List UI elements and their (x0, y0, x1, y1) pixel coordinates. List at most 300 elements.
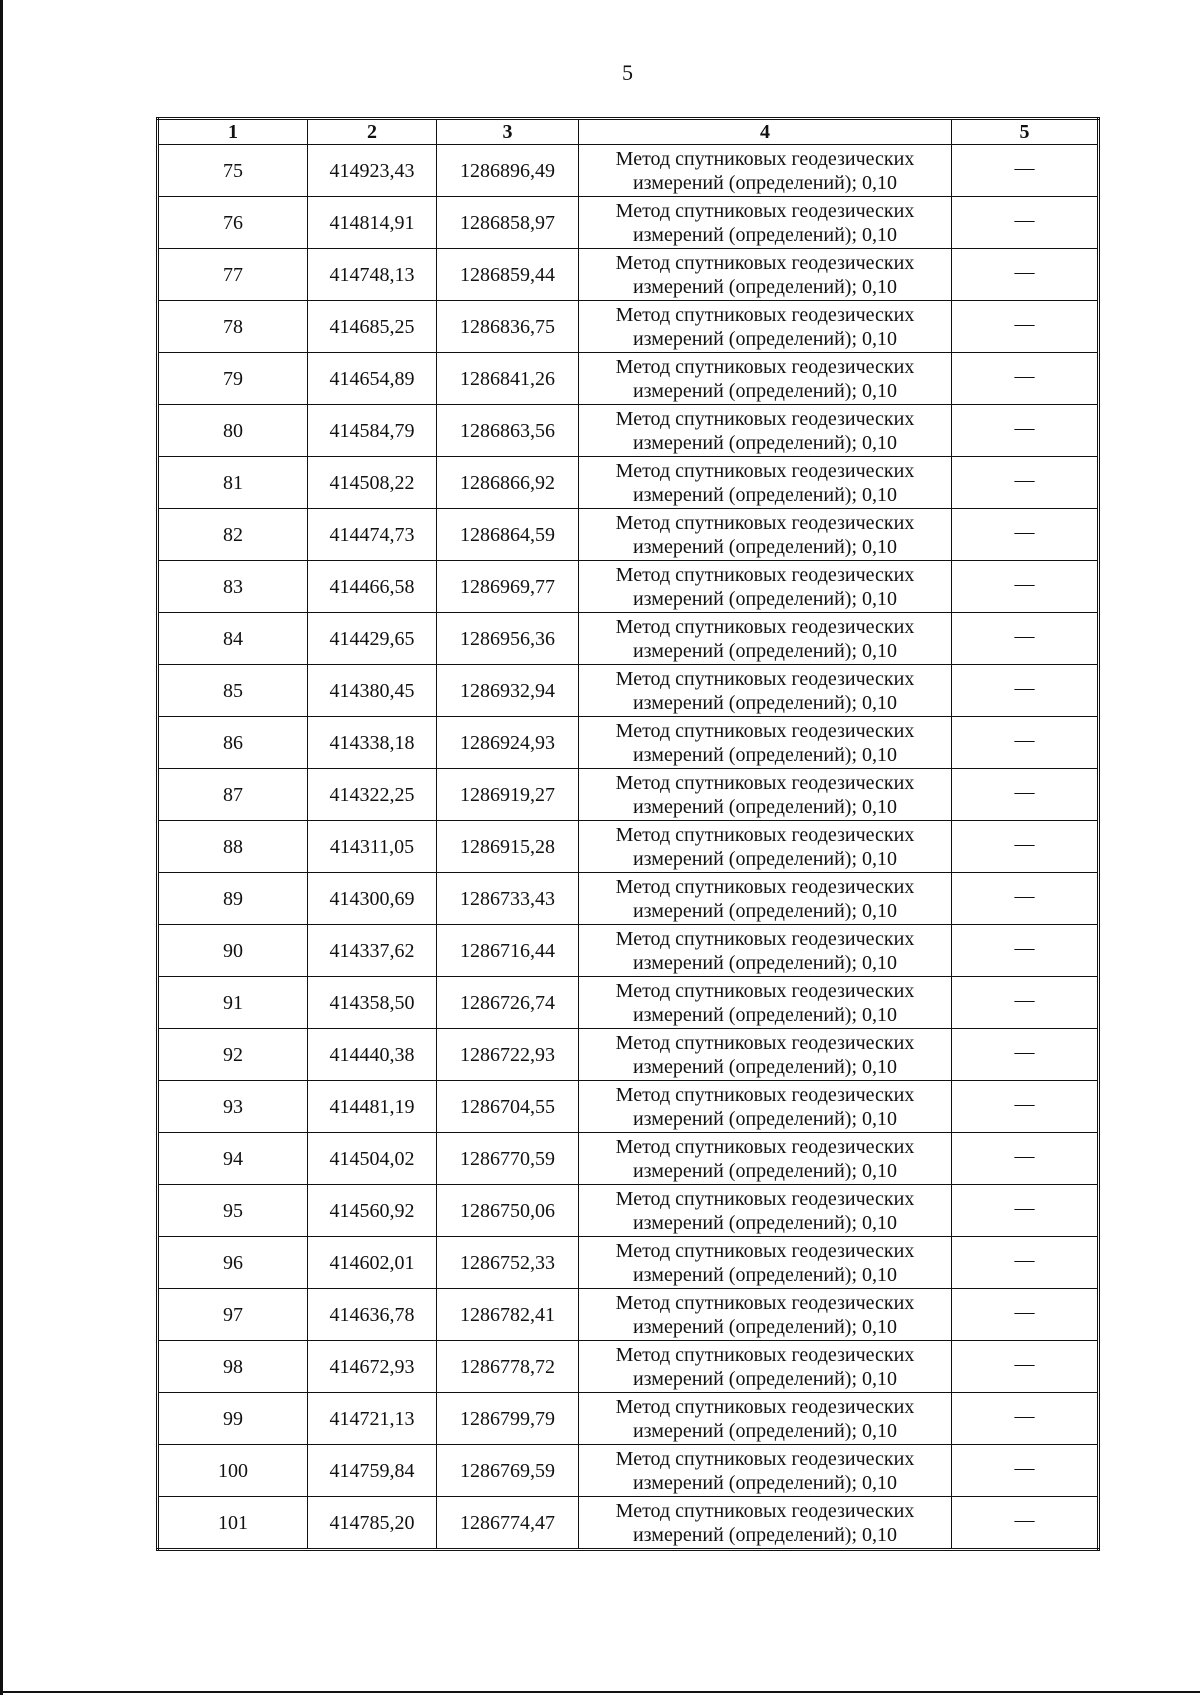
method-cell-text: Метод спутниковых геодезических измерений (определений); 0,10 (615, 511, 915, 558)
method-cell-text: Метод спутниковых геодезических измерений (определений); 0,10 (615, 979, 915, 1026)
point-number-cell-text: 95 (223, 1199, 243, 1222)
method-cell-text: Метод спутниковых геодезических измерений (определений); 0,10 (615, 563, 915, 610)
method-cell-text: Метод спутниковых геодезических измерений (определений); 0,10 (615, 147, 915, 194)
method-cell-text: Метод спутниковых геодезических измерений (определений); 0,10 (615, 1499, 915, 1546)
x-coordinate-cell-text: 414380,45 (329, 679, 415, 702)
method-cell (579, 1341, 952, 1393)
point-number-cell-text: 91 (223, 991, 243, 1014)
point-number-cell (158, 301, 308, 353)
x-coordinate-cell (308, 613, 437, 665)
scan-edge-bottom (0, 1691, 1200, 1693)
note-cell (952, 769, 1099, 821)
method-cell-text: Метод спутниковых геодезических измерений (определений); 0,10 (615, 1395, 915, 1442)
y-coordinate-cell-text: 1286733,43 (460, 887, 555, 910)
note-cell (952, 1081, 1099, 1133)
x-coordinate-cell-text: 414504,02 (329, 1147, 415, 1170)
table-row (158, 1133, 1099, 1185)
note-cell-text: — (1014, 832, 1035, 855)
y-coordinate-cell-text: 1286770,59 (460, 1147, 555, 1170)
method-cell (579, 769, 952, 821)
point-number-cell-text: 78 (223, 315, 243, 338)
y-coordinate-cell (437, 1445, 579, 1497)
note-cell (952, 977, 1099, 1029)
y-coordinate-cell (437, 353, 579, 405)
table-row (158, 561, 1099, 613)
x-coordinate-cell-text: 414654,89 (329, 367, 415, 390)
point-number-cell-text: 93 (223, 1095, 243, 1118)
table-row (158, 1081, 1099, 1133)
x-coordinate-cell-text: 414337,62 (329, 939, 415, 962)
point-number-cell (158, 1029, 308, 1081)
x-coordinate-cell-text: 414685,25 (329, 315, 415, 338)
point-number-cell-text: 83 (223, 575, 243, 598)
point-number-cell-text: 101 (218, 1511, 248, 1534)
table-body (158, 145, 1099, 1550)
method-cell-text: Метод спутниковых геодезических измерений (определений); 0,10 (615, 251, 915, 298)
point-number-cell-text: 81 (223, 471, 243, 494)
table-row (158, 717, 1099, 769)
point-number-cell (158, 1445, 308, 1497)
y-coordinate-cell-text: 1286774,47 (460, 1511, 555, 1534)
table-row (158, 821, 1099, 873)
y-coordinate-cell (437, 1133, 579, 1185)
table-row (158, 197, 1099, 249)
y-coordinate-cell (437, 925, 579, 977)
y-coordinate-cell (437, 509, 579, 561)
method-cell (579, 1237, 952, 1289)
note-cell-text: — (1014, 1092, 1035, 1115)
point-number-cell (158, 717, 308, 769)
note-cell (952, 197, 1099, 249)
point-number-cell-text: 90 (223, 939, 243, 962)
point-number-cell-text: 75 (223, 159, 243, 182)
method-cell (579, 249, 952, 301)
y-coordinate-cell (437, 1393, 579, 1445)
table-row (158, 1497, 1099, 1550)
x-coordinate-cell-text: 414636,78 (329, 1303, 415, 1326)
y-coordinate-cell-text: 1286919,27 (460, 783, 555, 806)
y-coordinate-cell-text: 1286704,55 (460, 1095, 555, 1118)
x-coordinate-cell-text: 414322,25 (329, 783, 415, 806)
method-cell (579, 197, 952, 249)
x-coordinate-cell-text: 414429,65 (329, 627, 415, 650)
y-coordinate-cell (437, 1081, 579, 1133)
point-number-cell-text: 77 (223, 263, 243, 286)
method-cell (579, 1081, 952, 1133)
note-cell (952, 1133, 1099, 1185)
point-number-cell (158, 665, 308, 717)
note-cell (952, 665, 1099, 717)
x-coordinate-cell-text: 414923,43 (329, 159, 415, 182)
point-number-cell (158, 821, 308, 873)
point-number-cell-text: 98 (223, 1355, 243, 1378)
y-coordinate-cell (437, 457, 579, 509)
method-cell-text: Метод спутниковых геодезических измерений (определений); 0,10 (615, 199, 915, 246)
y-coordinate-cell-text: 1286726,74 (460, 991, 555, 1014)
y-coordinate-cell (437, 1029, 579, 1081)
x-coordinate-cell (308, 873, 437, 925)
method-cell (579, 717, 952, 769)
method-cell-text: Метод спутниковых геодезических измерений (определений); 0,10 (615, 1031, 915, 1078)
table-row (158, 1393, 1099, 1445)
method-cell-text: Метод спутниковых геодезических измерений (определений); 0,10 (615, 771, 915, 818)
y-coordinate-cell (437, 301, 579, 353)
y-coordinate-cell (437, 249, 579, 301)
note-cell-text: — (1014, 364, 1035, 387)
y-coordinate-cell (437, 665, 579, 717)
x-coordinate-cell-text: 414440,38 (329, 1043, 415, 1066)
note-cell (952, 405, 1099, 457)
point-number-cell (158, 353, 308, 405)
method-cell (579, 1497, 952, 1550)
point-number-cell (158, 1237, 308, 1289)
table-row (158, 1341, 1099, 1393)
x-coordinate-cell-text: 414602,01 (329, 1251, 415, 1274)
x-coordinate-cell-text: 414721,13 (329, 1407, 415, 1430)
method-cell (579, 457, 952, 509)
note-cell-text: — (1014, 1300, 1035, 1323)
y-coordinate-cell-text: 1286858,97 (460, 211, 555, 234)
method-cell (579, 1133, 952, 1185)
note-cell (952, 1289, 1099, 1341)
point-number-cell (158, 197, 308, 249)
point-number-cell (158, 145, 308, 197)
point-number-cell-text: 76 (223, 211, 243, 234)
x-coordinate-cell-text: 414759,84 (329, 1459, 415, 1482)
note-cell (952, 1341, 1099, 1393)
table-row (158, 1289, 1099, 1341)
note-cell (952, 1237, 1099, 1289)
point-number-cell (158, 1185, 308, 1237)
table-row (158, 1237, 1099, 1289)
x-coordinate-cell-text: 414672,93 (329, 1355, 415, 1378)
table-row (158, 1185, 1099, 1237)
note-cell-text: — (1014, 780, 1035, 803)
note-cell (952, 1029, 1099, 1081)
point-number-cell-text: 94 (223, 1147, 243, 1170)
note-cell (952, 457, 1099, 509)
point-number-cell-text: 99 (223, 1407, 243, 1430)
x-coordinate-cell-text: 414584,79 (329, 419, 415, 442)
scan-edge-left (0, 0, 3, 1695)
note-cell-text: — (1014, 1248, 1035, 1271)
y-coordinate-cell (437, 405, 579, 457)
point-number-cell (158, 509, 308, 561)
note-cell (952, 873, 1099, 925)
y-coordinate-cell-text: 1286859,44 (460, 263, 555, 286)
note-cell-text: — (1014, 572, 1035, 595)
x-coordinate-cell (308, 457, 437, 509)
method-cell (579, 925, 952, 977)
method-cell-text: Метод спутниковых геодезических измерений (определений); 0,10 (615, 875, 915, 922)
method-cell-text: Метод спутниковых геодезических измерений (определений); 0,10 (615, 823, 915, 870)
x-coordinate-cell (308, 1133, 437, 1185)
table-row (158, 301, 1099, 353)
note-cell-text: — (1014, 988, 1035, 1011)
coordinates-table (156, 117, 1100, 1551)
point-number-cell-text: 86 (223, 731, 243, 754)
method-cell-text: Метод спутниковых геодезических измерений (определений); 0,10 (615, 1187, 915, 1234)
y-coordinate-cell (437, 873, 579, 925)
point-number-cell (158, 405, 308, 457)
method-cell (579, 561, 952, 613)
note-cell-text: — (1014, 676, 1035, 699)
y-coordinate-cell-text: 1286924,93 (460, 731, 555, 754)
y-coordinate-cell-text: 1286896,49 (460, 159, 555, 182)
method-cell (579, 1393, 952, 1445)
method-cell (579, 1185, 952, 1237)
table-row (158, 1445, 1099, 1497)
y-coordinate-cell-text: 1286956,36 (460, 627, 555, 650)
x-coordinate-cell-text: 414338,18 (329, 731, 415, 754)
y-coordinate-cell-text: 1286915,28 (460, 835, 555, 858)
note-cell-text: — (1014, 1352, 1035, 1375)
note-cell (952, 821, 1099, 873)
y-coordinate-cell (437, 821, 579, 873)
note-cell-text: — (1014, 624, 1035, 647)
point-number-cell (158, 1133, 308, 1185)
page-number: 5 (622, 60, 633, 85)
method-cell-text: Метод спутниковых геодезических измерений (определений); 0,10 (615, 1239, 915, 1286)
y-coordinate-cell-text: 1286722,93 (460, 1043, 555, 1066)
y-coordinate-cell (437, 1497, 579, 1550)
y-coordinate-cell-text: 1286782,41 (460, 1303, 555, 1326)
x-coordinate-cell (308, 1445, 437, 1497)
point-number-cell (158, 1393, 308, 1445)
note-cell-text: — (1014, 728, 1035, 751)
note-cell-text: — (1014, 468, 1035, 491)
method-cell-text: Метод спутниковых геодезических измерений (определений); 0,10 (615, 719, 915, 766)
note-cell-text: — (1014, 1196, 1035, 1219)
note-cell-text: — (1014, 520, 1035, 543)
y-coordinate-cell-text: 1286841,26 (460, 367, 555, 390)
y-coordinate-cell (437, 197, 579, 249)
note-cell (952, 561, 1099, 613)
point-number-cell (158, 1289, 308, 1341)
method-cell (579, 613, 952, 665)
table-row (158, 509, 1099, 561)
method-cell (579, 821, 952, 873)
y-coordinate-cell-text: 1286969,77 (460, 575, 555, 598)
y-coordinate-cell (437, 1341, 579, 1393)
x-coordinate-cell (308, 353, 437, 405)
header-col-5: 5 (952, 119, 1099, 145)
x-coordinate-cell (308, 821, 437, 873)
note-cell-text: — (1014, 1508, 1035, 1531)
note-cell (952, 1497, 1099, 1550)
y-coordinate-cell (437, 769, 579, 821)
note-cell (952, 509, 1099, 561)
point-number-cell (158, 925, 308, 977)
method-cell (579, 145, 952, 197)
point-number-cell (158, 769, 308, 821)
method-cell-text: Метод спутниковых геодезических измерений (определений); 0,10 (615, 1135, 915, 1182)
note-cell-text: — (1014, 208, 1035, 231)
y-coordinate-cell (437, 145, 579, 197)
method-cell (579, 873, 952, 925)
x-coordinate-cell-text: 414466,58 (329, 575, 415, 598)
x-coordinate-cell (308, 1081, 437, 1133)
method-cell-text: Метод спутниковых геодезических измерений (определений); 0,10 (615, 459, 915, 506)
x-coordinate-cell (308, 1341, 437, 1393)
y-coordinate-cell (437, 717, 579, 769)
point-number-cell-text: 80 (223, 419, 243, 442)
x-coordinate-cell (308, 1497, 437, 1550)
table-row (158, 925, 1099, 977)
method-cell-text: Метод спутниковых геодезических измерений (определений); 0,10 (615, 927, 915, 974)
table-header-row (158, 119, 1099, 145)
method-cell-text: Метод спутниковых геодезических измерений (определений); 0,10 (615, 1343, 915, 1390)
header-col-1: 1 (158, 119, 308, 145)
note-cell (952, 1393, 1099, 1445)
x-coordinate-cell-text: 414814,91 (329, 211, 415, 234)
table-row (158, 353, 1099, 405)
point-number-cell (158, 873, 308, 925)
table-row (158, 613, 1099, 665)
point-number-cell (158, 613, 308, 665)
note-cell (952, 717, 1099, 769)
x-coordinate-cell-text: 414560,92 (329, 1199, 415, 1222)
point-number-cell (158, 249, 308, 301)
y-coordinate-cell-text: 1286769,59 (460, 1459, 555, 1482)
y-coordinate-cell (437, 1289, 579, 1341)
note-cell-text: — (1014, 156, 1035, 179)
x-coordinate-cell (308, 561, 437, 613)
x-coordinate-cell (308, 509, 437, 561)
point-number-cell-text: 96 (223, 1251, 243, 1274)
y-coordinate-cell (437, 1185, 579, 1237)
point-number-cell-text: 92 (223, 1043, 243, 1066)
x-coordinate-cell (308, 197, 437, 249)
x-coordinate-cell (308, 977, 437, 1029)
method-cell (579, 977, 952, 1029)
point-number-cell-text: 100 (218, 1459, 248, 1482)
table-row (158, 1029, 1099, 1081)
method-cell (579, 1289, 952, 1341)
x-coordinate-cell (308, 717, 437, 769)
method-cell-text: Метод спутниковых геодезических измерений (определений); 0,10 (615, 1447, 915, 1494)
x-coordinate-cell-text: 414748,13 (329, 263, 415, 286)
point-number-cell-text: 89 (223, 887, 243, 910)
y-coordinate-cell-text: 1286778,72 (460, 1355, 555, 1378)
header-col-3: 3 (437, 119, 579, 145)
table-row (158, 145, 1099, 197)
x-coordinate-cell-text: 414474,73 (329, 523, 415, 546)
y-coordinate-cell (437, 561, 579, 613)
method-cell-text: Метод спутниковых геодезических измерений (определений); 0,10 (615, 1291, 915, 1338)
y-coordinate-cell (437, 1237, 579, 1289)
method-cell (579, 353, 952, 405)
point-number-cell-text: 84 (223, 627, 243, 650)
x-coordinate-cell (308, 145, 437, 197)
method-cell-text: Метод спутниковых геодезических измерений (определений); 0,10 (615, 303, 915, 350)
y-coordinate-cell-text: 1286864,59 (460, 523, 555, 546)
note-cell (952, 613, 1099, 665)
header-col-2: 2 (308, 119, 437, 145)
note-cell-text: — (1014, 936, 1035, 959)
method-cell-text: Метод спутниковых геодезических измерений (определений); 0,10 (615, 667, 915, 714)
table-row (158, 769, 1099, 821)
note-cell-text: — (1014, 1404, 1035, 1427)
table-row (158, 977, 1099, 1029)
point-number-cell (158, 561, 308, 613)
x-coordinate-cell-text: 414785,20 (329, 1511, 415, 1534)
x-coordinate-cell (308, 769, 437, 821)
point-number-cell-text: 87 (223, 783, 243, 806)
x-coordinate-cell (308, 405, 437, 457)
x-coordinate-cell (308, 925, 437, 977)
x-coordinate-cell (308, 1029, 437, 1081)
point-number-cell (158, 1341, 308, 1393)
note-cell-text: — (1014, 1040, 1035, 1063)
x-coordinate-cell (308, 665, 437, 717)
note-cell-text: — (1014, 260, 1035, 283)
method-cell-text: Метод спутниковых геодезических измерений (определений); 0,10 (615, 615, 915, 662)
x-coordinate-cell-text: 414311,05 (329, 835, 415, 858)
note-cell (952, 925, 1099, 977)
y-coordinate-cell-text: 1286863,56 (460, 419, 555, 442)
note-cell-text: — (1014, 416, 1035, 439)
note-cell-text: — (1014, 312, 1035, 335)
method-cell (579, 1029, 952, 1081)
point-number-cell-text: 82 (223, 523, 243, 546)
method-cell-text: Метод спутниковых геодезических измерений (определений); 0,10 (615, 407, 915, 454)
x-coordinate-cell (308, 249, 437, 301)
note-cell-text: — (1014, 1144, 1035, 1167)
y-coordinate-cell-text: 1286932,94 (460, 679, 555, 702)
table-row (158, 457, 1099, 509)
x-coordinate-cell (308, 301, 437, 353)
method-cell-text: Метод спутниковых геодезических измерений (определений); 0,10 (615, 1083, 915, 1130)
y-coordinate-cell-text: 1286866,92 (460, 471, 555, 494)
y-coordinate-cell-text: 1286752,33 (460, 1251, 555, 1274)
note-cell-text: — (1014, 884, 1035, 907)
x-coordinate-cell-text: 414481,19 (329, 1095, 415, 1118)
note-cell (952, 249, 1099, 301)
method-cell (579, 509, 952, 561)
note-cell (952, 353, 1099, 405)
y-coordinate-cell (437, 977, 579, 1029)
header-col-4: 4 (579, 119, 952, 145)
method-cell (579, 405, 952, 457)
x-coordinate-cell-text: 414358,50 (329, 991, 415, 1014)
note-cell (952, 1185, 1099, 1237)
table-row (158, 249, 1099, 301)
y-coordinate-cell (437, 613, 579, 665)
table-row (158, 665, 1099, 717)
x-coordinate-cell-text: 414508,22 (329, 471, 415, 494)
x-coordinate-cell (308, 1393, 437, 1445)
note-cell (952, 301, 1099, 353)
y-coordinate-cell-text: 1286750,06 (460, 1199, 555, 1222)
point-number-cell-text: 97 (223, 1303, 243, 1326)
method-cell (579, 665, 952, 717)
point-number-cell (158, 1081, 308, 1133)
point-number-cell (158, 1497, 308, 1550)
note-cell (952, 1445, 1099, 1497)
x-coordinate-cell (308, 1289, 437, 1341)
point-number-cell-text: 88 (223, 835, 243, 858)
table-row (158, 405, 1099, 457)
method-cell-text: Метод спутниковых геодезических измерений (определений); 0,10 (615, 355, 915, 402)
method-cell (579, 1445, 952, 1497)
point-number-cell-text: 85 (223, 679, 243, 702)
note-cell-text: — (1014, 1456, 1035, 1479)
x-coordinate-cell (308, 1185, 437, 1237)
x-coordinate-cell-text: 414300,69 (329, 887, 415, 910)
method-cell (579, 301, 952, 353)
point-number-cell (158, 977, 308, 1029)
